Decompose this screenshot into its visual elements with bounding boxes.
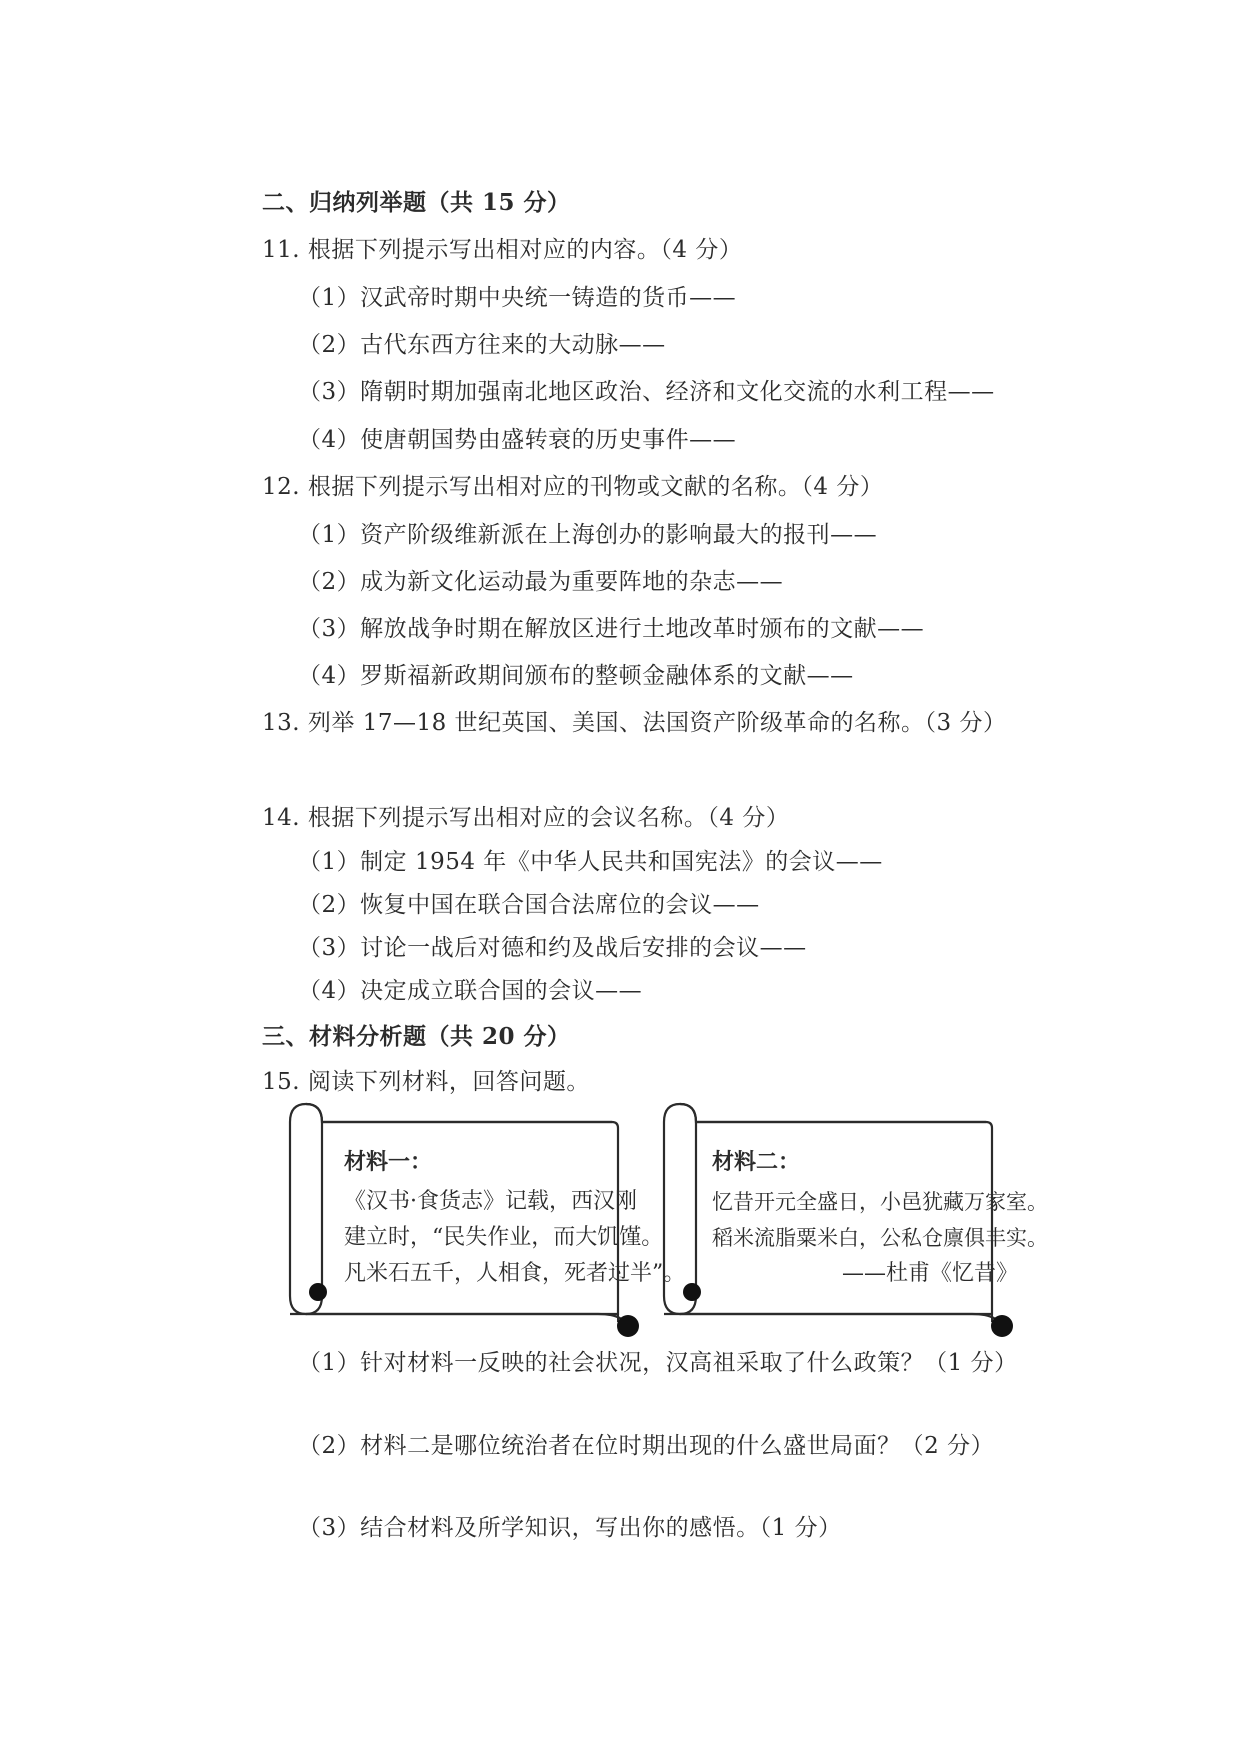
q11-item-2: （2）古代东西方往来的大动脉—— xyxy=(298,332,666,358)
material1-line-3: 凡米石五千，人相食，死者过半”。 xyxy=(344,1261,686,1286)
q12-item-1: （1）资产阶级维新派在上海创办的影响最大的报刊—— xyxy=(298,522,878,548)
q11-item-4: （4）使唐朝国势由盛转衰的历史事件—— xyxy=(298,427,737,453)
q12-item-3: （3）解放战争时期在解放区进行土地改革时颁布的文献—— xyxy=(298,616,925,642)
material1-line-2: 建立时，“民失作业，而大饥馑。 xyxy=(344,1225,664,1250)
q14-item-1: （1）制定 1954 年《中华人民共和国宪法》的会议—— xyxy=(298,849,883,875)
q14-item-3: （3）讨论一战后对德和约及战后安排的会议—— xyxy=(298,935,807,961)
section3-title: 三、材料分析题（共 20 分） xyxy=(262,1023,571,1050)
material1-scroll xyxy=(298,1100,686,1340)
material2-line-1: 忆昔开元全盛日，小邑犹藏万家室。 xyxy=(712,1190,1048,1214)
material1-label: 材料一： xyxy=(344,1149,433,1175)
q11-item-3: （3）隋朝时期加强南北地区政治、经济和文化交流的水利工程—— xyxy=(298,379,995,405)
q11-item-1: （1）汉武帝时期中央统一铸造的货币—— xyxy=(298,285,737,311)
material2-scroll xyxy=(672,1100,1048,1340)
material2-label: 材料二： xyxy=(712,1149,801,1175)
q15-sub-2: （2）材料二是哪位统治者在位时期出现的什么盛世局面？（2 分） xyxy=(298,1433,995,1459)
q14-stem: 14. 根据下列提示写出相对应的会议名称。（4 分） xyxy=(262,805,790,831)
material1-line-1: 《汉书·食货志》记载，西汉刚 xyxy=(344,1189,637,1214)
section2-title: 二、归纳列举题（共 15 分） xyxy=(262,189,571,216)
q13-stem: 13. 列举 17—18 世纪英国、美国、法国资产阶级革命的名称。（3 分） xyxy=(262,710,1007,736)
material2-line-2: 稻米流脂粟米白，公私仓廪俱丰实。 xyxy=(712,1226,1048,1250)
q14-item-4: （4）决定成立联合国的会议—— xyxy=(298,978,643,1004)
material2-attribution: ——杜甫《忆昔》 xyxy=(842,1261,1019,1286)
q12-stem: 12. 根据下列提示写出相对应的刊物或文献的名称。（4 分） xyxy=(262,474,884,500)
q15-stem: 15. 阅读下列材料，回答问题。 xyxy=(262,1069,590,1095)
q12-item-2: （2）成为新文化运动最为重要阵地的杂志—— xyxy=(298,569,784,595)
q12-item-4: （4）罗斯福新政期间颁布的整顿金融体系的文献—— xyxy=(298,663,854,689)
q14-item-2: （2）恢复中国在联合国合法席位的会议—— xyxy=(298,892,760,918)
q15-sub-3: （3）结合材料及所学知识，写出你的感悟。（1 分） xyxy=(298,1515,842,1541)
q11-stem: 11. 根据下列提示写出相对应的内容。（4 分） xyxy=(262,237,743,263)
q15-sub-1: （1）针对材料一反映的社会状况，汉高祖采取了什么政策？（1 分） xyxy=(298,1350,1018,1376)
